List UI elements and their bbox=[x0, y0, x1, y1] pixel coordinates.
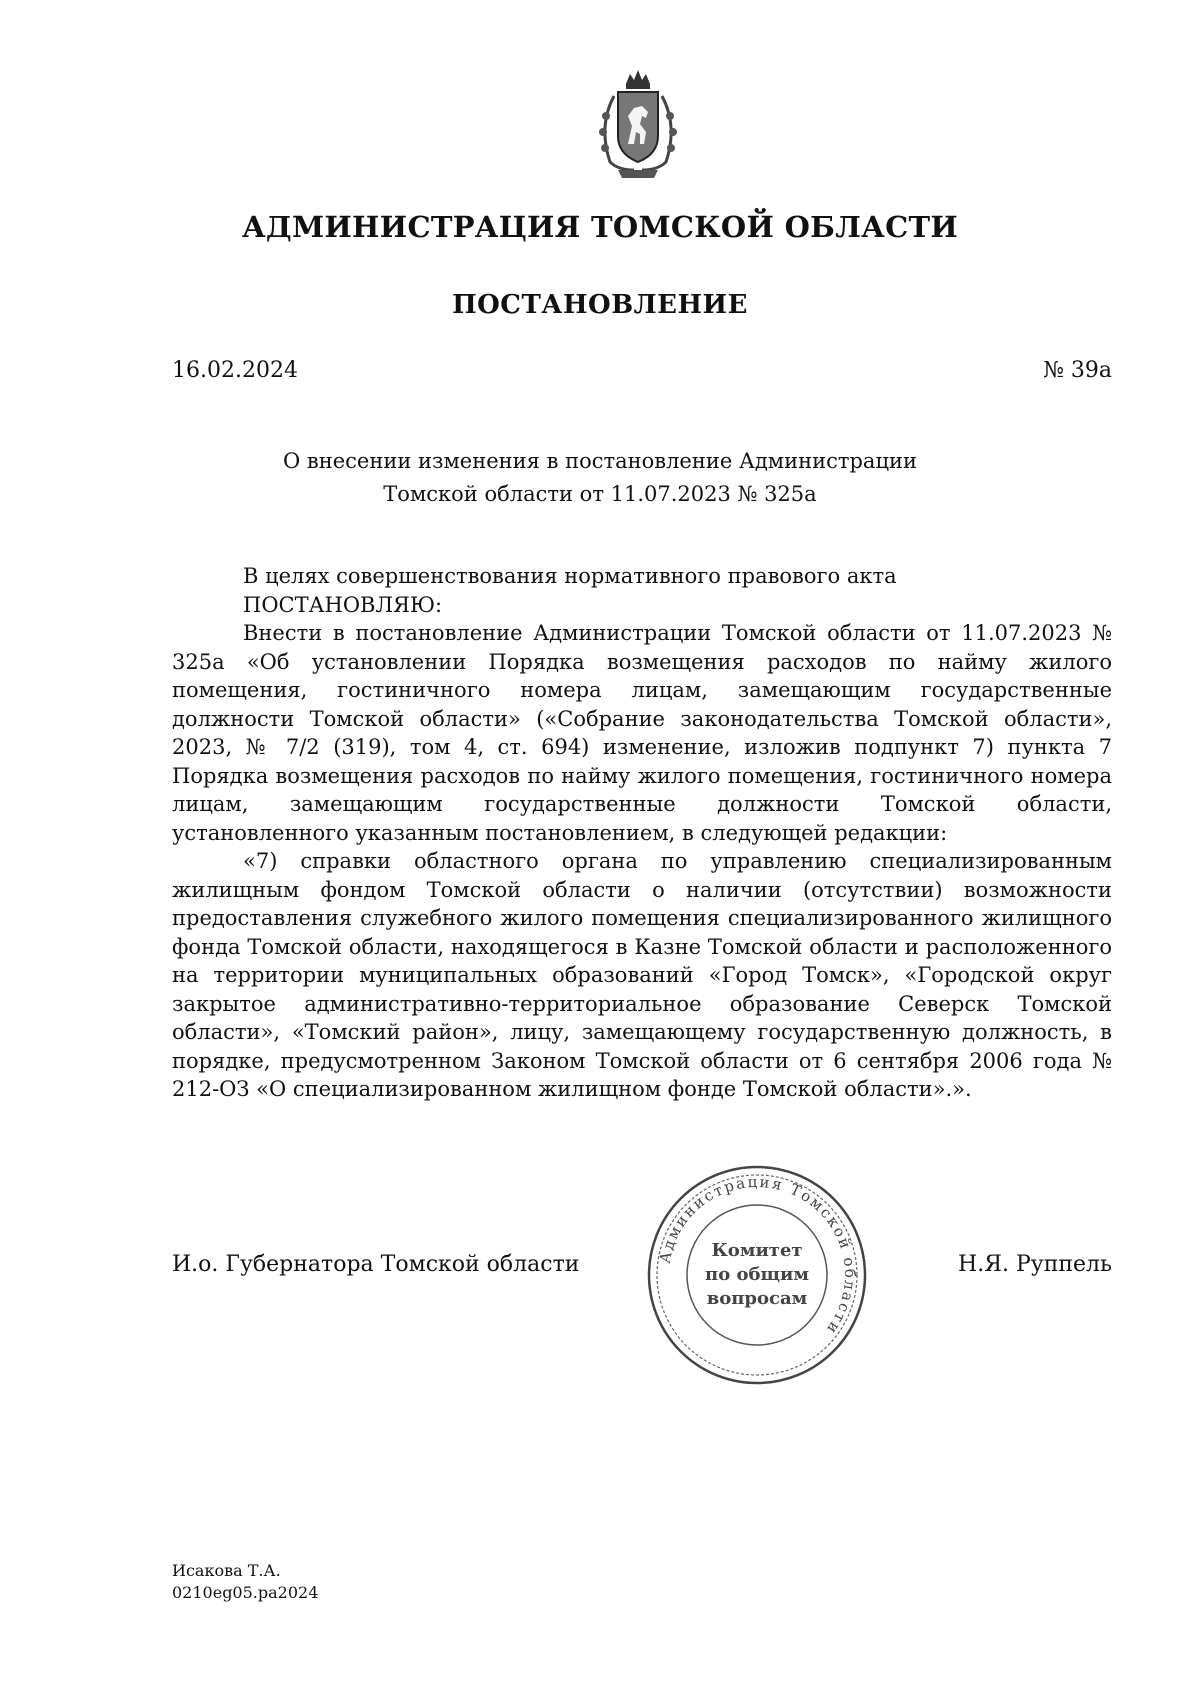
file-code: 0210eg05.pa2024 bbox=[172, 1583, 319, 1602]
organization-title: АДМИНИСТРАЦИЯ ТОМСКОЙ ОБЛАСТИ bbox=[241, 210, 959, 244]
coat-of-arms-icon bbox=[588, 66, 688, 186]
stamp-ring-text: Администрация Томской области bbox=[655, 1172, 860, 1339]
body-paragraph-1: Внести в постановление Администрации Томской области от 11.07.2023 № 325а «Об установлении Порядка возмещения расходов по найму жилого помещения, гостиничного номера лицам, замещающим государственные должности Томской области» («Собрание законодательства Томской области», 2023, № 7/2 (319), том 4, ст. 694) изменение, изложив подпункт 7) пункта 7 Порядка возмещения расходов по найму жилого помещения, гостиничного номера лицам, замещающим государственные должности Томской области, установленного указанным постановлением, в следующей редакции: bbox=[172, 621, 1112, 845]
document-date: 16.02.2024 bbox=[172, 358, 298, 383]
document-number: № 39а bbox=[1043, 358, 1112, 383]
official-seal-icon bbox=[642, 1160, 872, 1390]
stamp-center-line-3: вопросам bbox=[706, 1288, 808, 1309]
document-type: ПОСТАНОВЛЕНИЕ bbox=[452, 290, 748, 320]
stamp-center-line-1: Комитет bbox=[711, 1240, 803, 1261]
decree-word: ПОСТАНОВЛЯЮ: bbox=[243, 592, 443, 617]
signer-title: И.о. Губернатора Томской области bbox=[172, 1252, 580, 1277]
purpose-paragraph: В целях совершенствования нормативного правового акта bbox=[243, 564, 897, 588]
body-paragraph-2: «7) справки областного органа по управлению специализированным жилищным фондом Томской области о наличии (отсутствии) возможности предоставления служебного жилого помещения специализированного жилищного фонда Томской области, находящегося в Казне Томской области и расположенного на территории муниципальных образований «Город Томск», «Городской округ закрытое административно-территориальное образование Северск Томской области», «Томский район», лицу, замещающему государственную должность, в порядке, предусмотренном Законом Томской области от 6 сентября 2006 года № 212-ОЗ «О специализированном жилищном фонде Томской области».». bbox=[172, 849, 1112, 1101]
stamp-center-line-2: по общим bbox=[705, 1264, 809, 1285]
document-footer bbox=[172, 1560, 318, 1604]
document-subject bbox=[0, 445, 1200, 511]
executor-name: Исакова Т.А. bbox=[172, 1561, 281, 1580]
document-body bbox=[172, 562, 1112, 1104]
subject-line-1: О внесении изменения в постановление Администрации bbox=[283, 449, 917, 473]
signer-name: Н.Я. Руппель bbox=[958, 1252, 1112, 1277]
subject-line-2: Томской области от 11.07.2023 № 325а bbox=[383, 482, 817, 506]
